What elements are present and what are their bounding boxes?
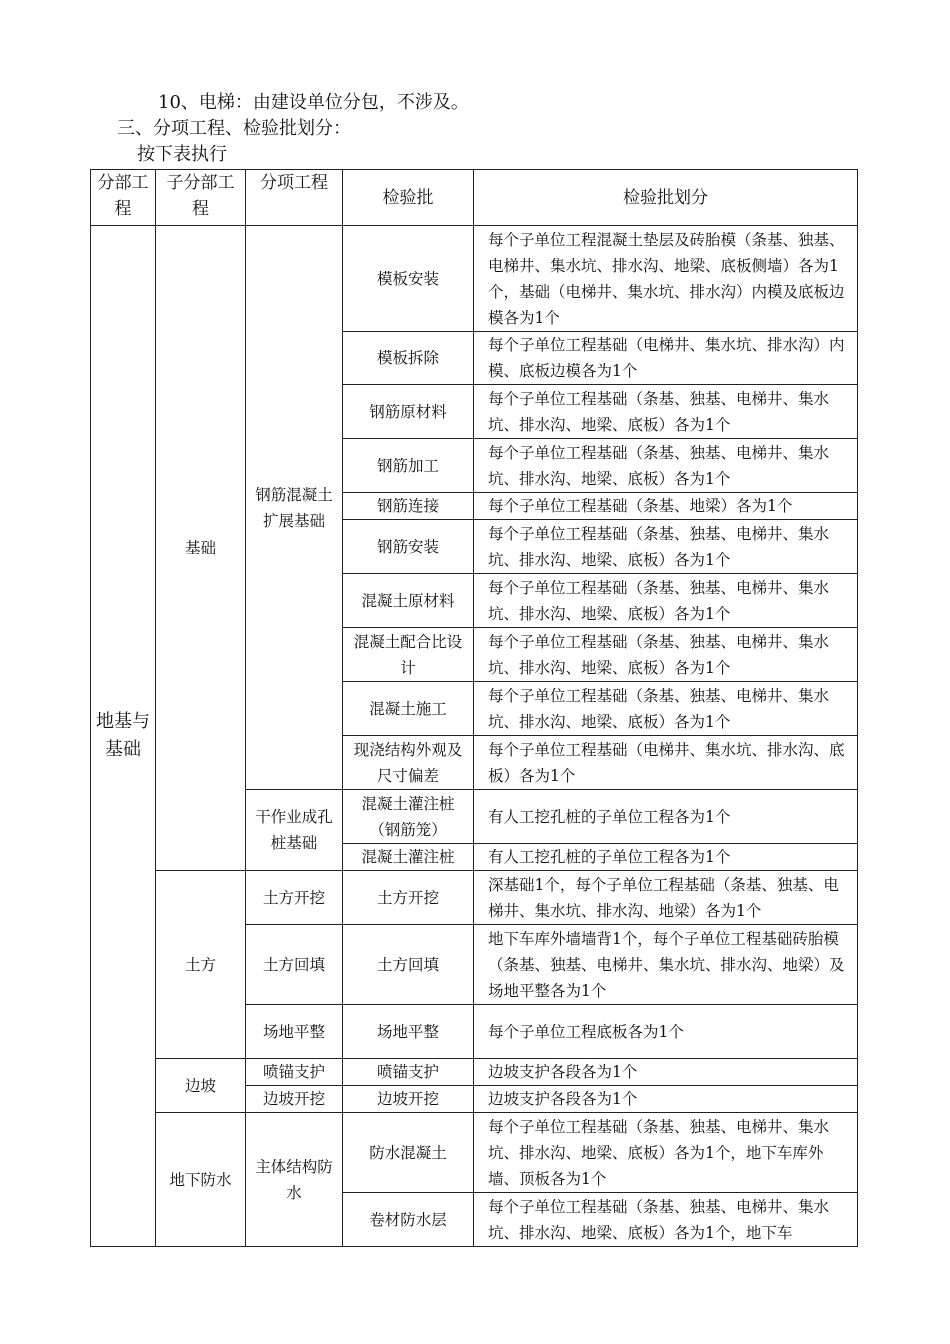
division-rule-cell: 有人工挖孔桩的子单位工程各为1个 [474,790,858,844]
table-row [91,226,858,332]
subdivision-cell: 土方 [156,871,246,1059]
header-cell: 检验批划分 [474,170,858,226]
item-cell: 钢筋混凝土扩展基础 [246,226,343,790]
table-header-row [91,170,858,226]
batch-cell: 钢筋原材料 [343,385,474,439]
division-rule-cell: 每个子单位工程基础（条基、独基、电梯井、集水坑、排水沟、地梁、底板）各为1个，地下车库外墙、顶板各为1个 [474,1113,858,1193]
division-rule-cell: 每个子单位工程基础（电梯井、集水坑、排水沟、底板）各为1个 [474,736,858,790]
division-rule-cell: 每个子单位工程基础（条基、独基、电梯井、集水坑、排水沟、地梁、底板）各为1个，地下车 [474,1193,858,1247]
item-cell: 主体结构防水 [246,1113,343,1247]
batch-cell: 边坡开挖 [343,1086,474,1113]
batch-cell: 混凝土灌注桩 [343,844,474,871]
batch-cell: 钢筋安装 [343,520,474,574]
batch-cell: 混凝土原材料 [343,574,474,628]
division-rule-cell: 每个子单位工程基础（条基、独基、电梯井、集水坑、排水沟、地梁、底板）各为1个 [474,385,858,439]
item-cell: 土方开挖 [246,871,343,925]
division-rule-cell: 每个子单位工程混凝土垫层及砖胎模（条基、独基、电梯井、集水坑、排水沟、地梁、底板侧墙）各为1个，基础（电梯井、集水坑、排水沟）内模及底板边模各为1个 [474,226,858,332]
division-rule-cell: 深基础1个，每个子单位工程基础（条基、独基、电梯井、集水坑、排水沟、地梁）各为1个 [474,871,858,925]
batch-cell: 场地平整 [343,1005,474,1059]
header-cell: 检验批 [343,170,474,226]
batch-cell: 喷锚支护 [343,1059,474,1086]
batch-cell: 混凝土配合比设计 [343,628,474,682]
batch-cell: 卷材防水层 [343,1193,474,1247]
batch-cell: 现浇结构外观及尺寸偏差 [343,736,474,790]
division-rule-cell: 每个子单位工程基础（条基、独基、电梯井、集水坑、排水沟、地梁、底板）各为1个 [474,439,858,493]
division-rule-cell: 每个子单位工程基础（条基、独基、电梯井、集水坑、排水沟、地梁、底板）各为1个 [474,520,858,574]
table-row [91,1113,858,1193]
batch-cell: 土方回填 [343,925,474,1005]
division-rule-cell: 每个子单位工程基础（条基、地梁）各为1个 [474,493,858,520]
division-rule-cell: 边坡支护各段各为1个 [474,1086,858,1113]
batch-cell: 钢筋连接 [343,493,474,520]
table-row [91,1059,858,1086]
batch-cell: 土方开挖 [343,871,474,925]
header-cell: 子分部工程 [156,170,246,226]
inspection-table [90,169,858,1247]
division-rule-cell: 边坡支护各段各为1个 [474,1059,858,1086]
division-rule-cell: 每个子单位工程基础（电梯井、集水坑、排水沟）内模、底板边模各为1个 [474,332,858,385]
division-rule-cell: 每个子单位工程底板各为1个 [474,1005,858,1059]
subdivision-cell: 边坡 [156,1059,246,1113]
division-cell: 地基与基础 [91,226,156,1247]
intro-item-10: 10、电梯：由建设单位分包，不涉及。 [158,92,469,113]
batch-cell: 钢筋加工 [343,439,474,493]
batch-cell: 混凝土灌注桩（钢筋笼） [343,790,474,844]
table-row [91,871,858,925]
header-cell: 分项工程 [246,170,343,226]
item-cell: 土方回填 [246,925,343,1005]
subdivision-cell: 地下防水 [156,1113,246,1247]
item-cell: 边坡开挖 [246,1086,343,1113]
item-cell: 干作业成孔桩基础 [246,790,343,871]
batch-cell: 混凝土施工 [343,682,474,736]
batch-cell: 模板拆除 [343,332,474,385]
division-rule-cell: 每个子单位工程基础（条基、独基、电梯井、集水坑、排水沟、地梁、底板）各为1个 [474,628,858,682]
division-rule-cell: 每个子单位工程基础（条基、独基、电梯井、集水坑、排水沟、地梁、底板）各为1个 [474,682,858,736]
batch-cell: 模板安装 [343,226,474,332]
intro-note: 按下表执行 [137,144,227,165]
section-heading: 三、分项工程、检验批划分： [117,118,351,139]
batch-cell: 防水混凝土 [343,1113,474,1193]
subdivision-cell: 基础 [156,226,246,871]
division-rule-cell: 每个子单位工程基础（条基、独基、电梯井、集水坑、排水沟、地梁、底板）各为1个 [474,574,858,628]
item-cell: 喷锚支护 [246,1059,343,1086]
division-rule-cell: 地下车库外墙墙背1个，每个子单位工程基础砖胎模（条基、独基、电梯井、集水坑、排水沟、地梁）及场地平整各为1个 [474,925,858,1005]
header-cell: 分部工程 [91,170,156,226]
division-rule-cell: 有人工挖孔桩的子单位工程各为1个 [474,844,858,871]
item-cell: 场地平整 [246,1005,343,1059]
